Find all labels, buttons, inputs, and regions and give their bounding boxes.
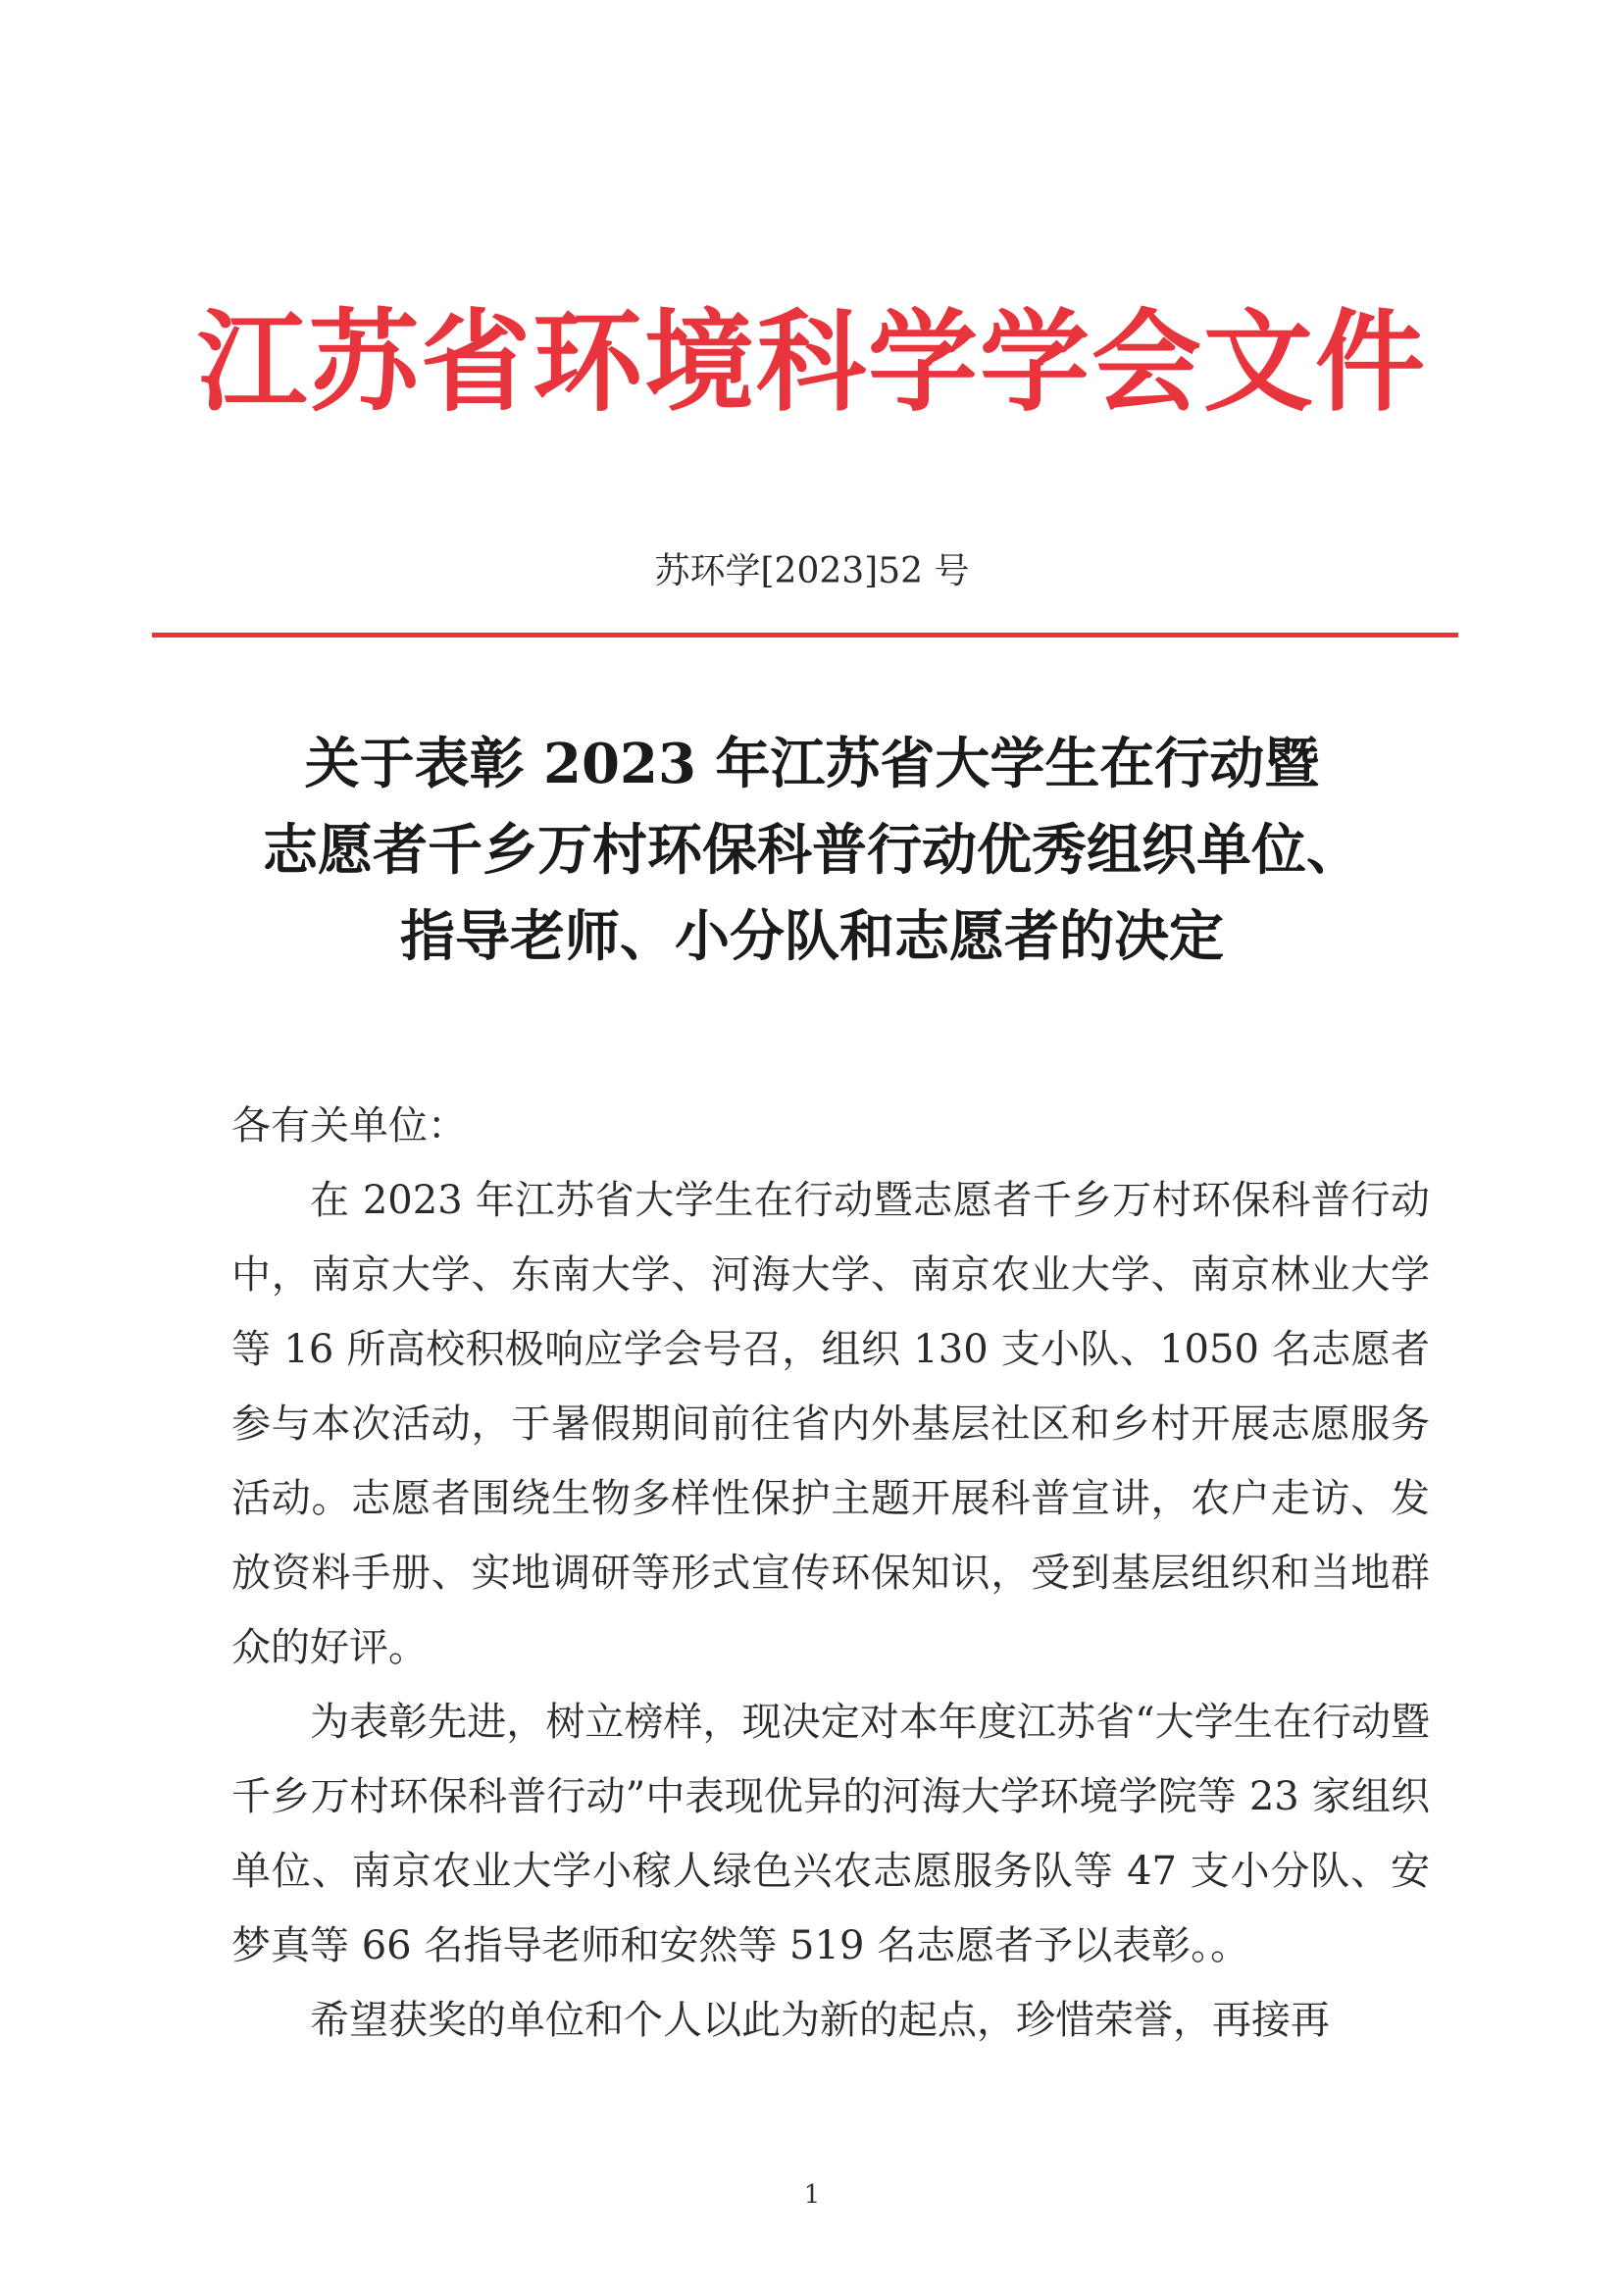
title-line-1: 关于表彰 2023 年江苏省大学生在行动暨	[304, 732, 1320, 796]
body-paragraph-2: 为表彰先进，树立榜样，现决定对本年度江苏省“大学生在行动暨千乡万村环保科普行动”中表现优异的河海大学环境学院等 23 家组织单位、南京农业大学小稼人绿色兴农志愿服务队等 47 支小分队、安梦真等 66 名指导老师和安然等 519 名志愿者予以表彰。。	[231, 1700, 1430, 1968]
title-line-3: 指导老师、小分队和志愿者的决定	[400, 904, 1224, 969]
page-number: 1	[803, 2180, 821, 2210]
letterhead-title: 江苏省环境科学学会文件	[197, 298, 1427, 427]
document-title	[147, 721, 1477, 980]
body-paragraph-1: 在 2023 年江苏省大学生在行动暨志愿者千乡万村环保科普行动中，南京大学、东南大学、河海大学、南京农业大学、南京林业大学等 16 所高校积极响应学会号召，组织 130 支小队、1050 名志愿者参与本次活动，于暑假期间前往省内外基层社区和乡村开展志愿服务活动。志愿者围绕生物多样性保护主题开展科普宣讲，农户走访、发放资料手册、实地调研等形式宣传环保知识，受到基层组织和当地群众的好评。	[231, 1178, 1430, 1670]
body-paragraph-3: 希望获奖的单位和个人以此为新的起点，珍惜荣誉，再接再	[310, 1998, 1330, 2043]
document-number: 苏环学[2023]52 号	[654, 551, 970, 591]
title-line-2: 志愿者千乡万村环保科普行动优秀组织单位、	[263, 818, 1361, 883]
salutation: 各有关单位：	[231, 1103, 467, 1148]
red-divider-line	[152, 633, 1458, 637]
document-body	[231, 1089, 1430, 2058]
